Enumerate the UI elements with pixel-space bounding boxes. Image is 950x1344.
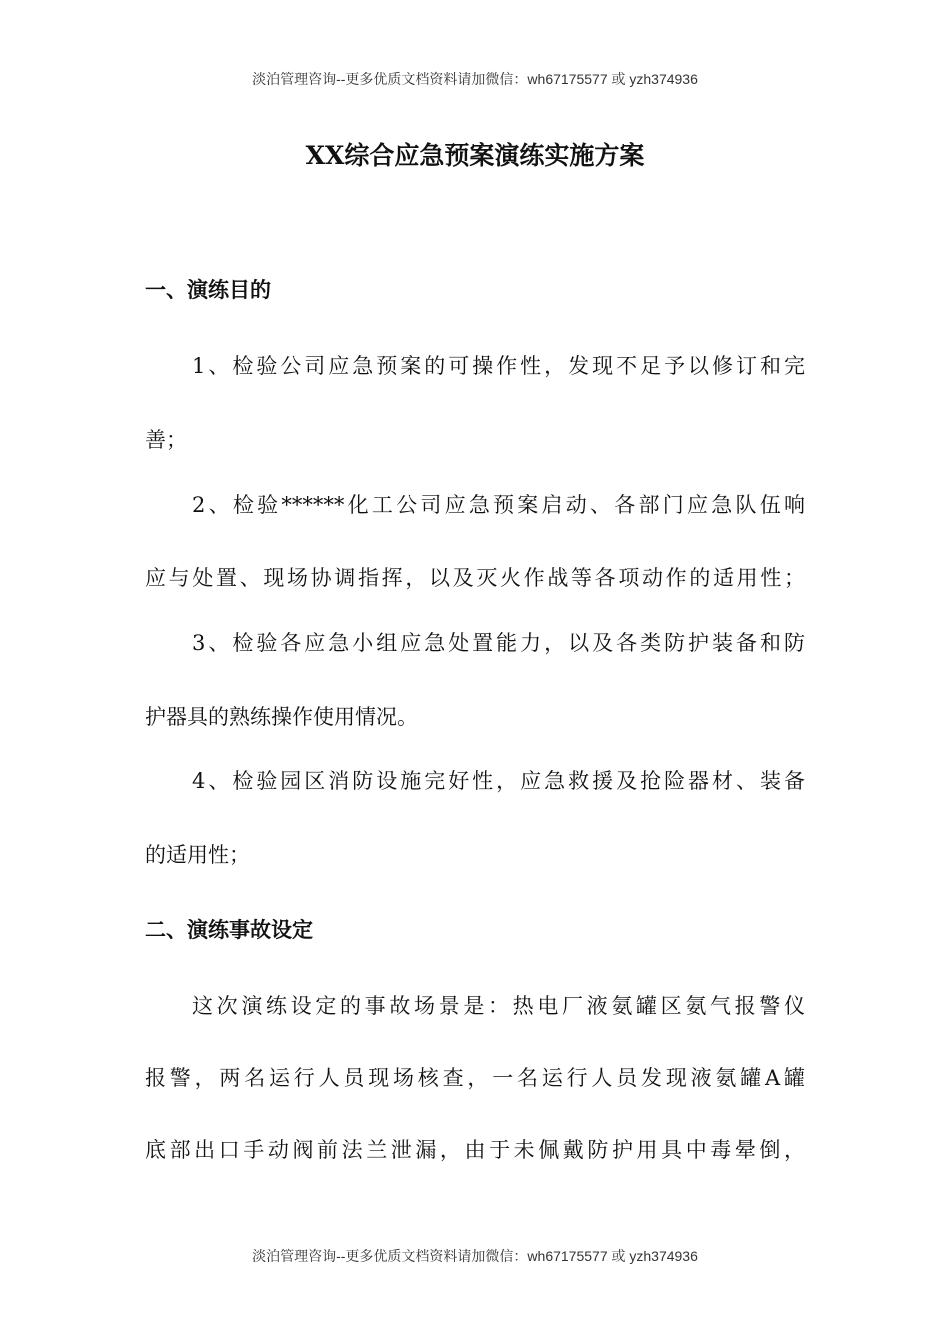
paragraph-line: 护器具的熟练操作使用情况。	[145, 705, 418, 729]
page-footer: 淡泊管理咨询--更多优质文档资料请加微信：wh67175577 或 yzh374936	[252, 1248, 698, 1264]
paragraph-line: 1、检验公司应急预案的可操作性，发现不足予以修订和完	[192, 354, 805, 378]
paragraph-line: 善；	[145, 428, 187, 452]
paragraph-line: 报警，两名运行人员现场核查，一名运行人员发现液氨罐A罐	[145, 1066, 805, 1090]
paragraph-line: 应与处置、现场协调指挥，以及灭火作战等各项动作的适用性；	[145, 566, 805, 590]
document-title: XX综合应急预案演练实施方案	[305, 141, 645, 170]
paragraph-line: 这次演练设定的事故场景是：热电厂液氨罐区氨气报警仪	[192, 994, 805, 1018]
paragraph-line: 2、检验******化工公司应急预案启动、各部门应急队伍响	[192, 493, 805, 517]
section-heading: 二、演练事故设定	[145, 918, 313, 942]
paragraph-line: 底部出口手动阀前法兰泄漏，由于未佩戴防护用具中毒晕倒，	[145, 1138, 805, 1162]
page-header: 淡泊管理咨询--更多优质文档资料请加微信：wh67175577 或 yzh374936	[252, 71, 698, 87]
paragraph-line: 4、检验园区消防设施完好性，应急救援及抢险器材、装备	[192, 769, 805, 793]
paragraph-line: 的适用性；	[145, 843, 250, 867]
section-heading: 一、演练目的	[145, 278, 271, 302]
paragraph-line: 3、检验各应急小组应急处置能力，以及各类防护装备和防	[192, 631, 805, 655]
